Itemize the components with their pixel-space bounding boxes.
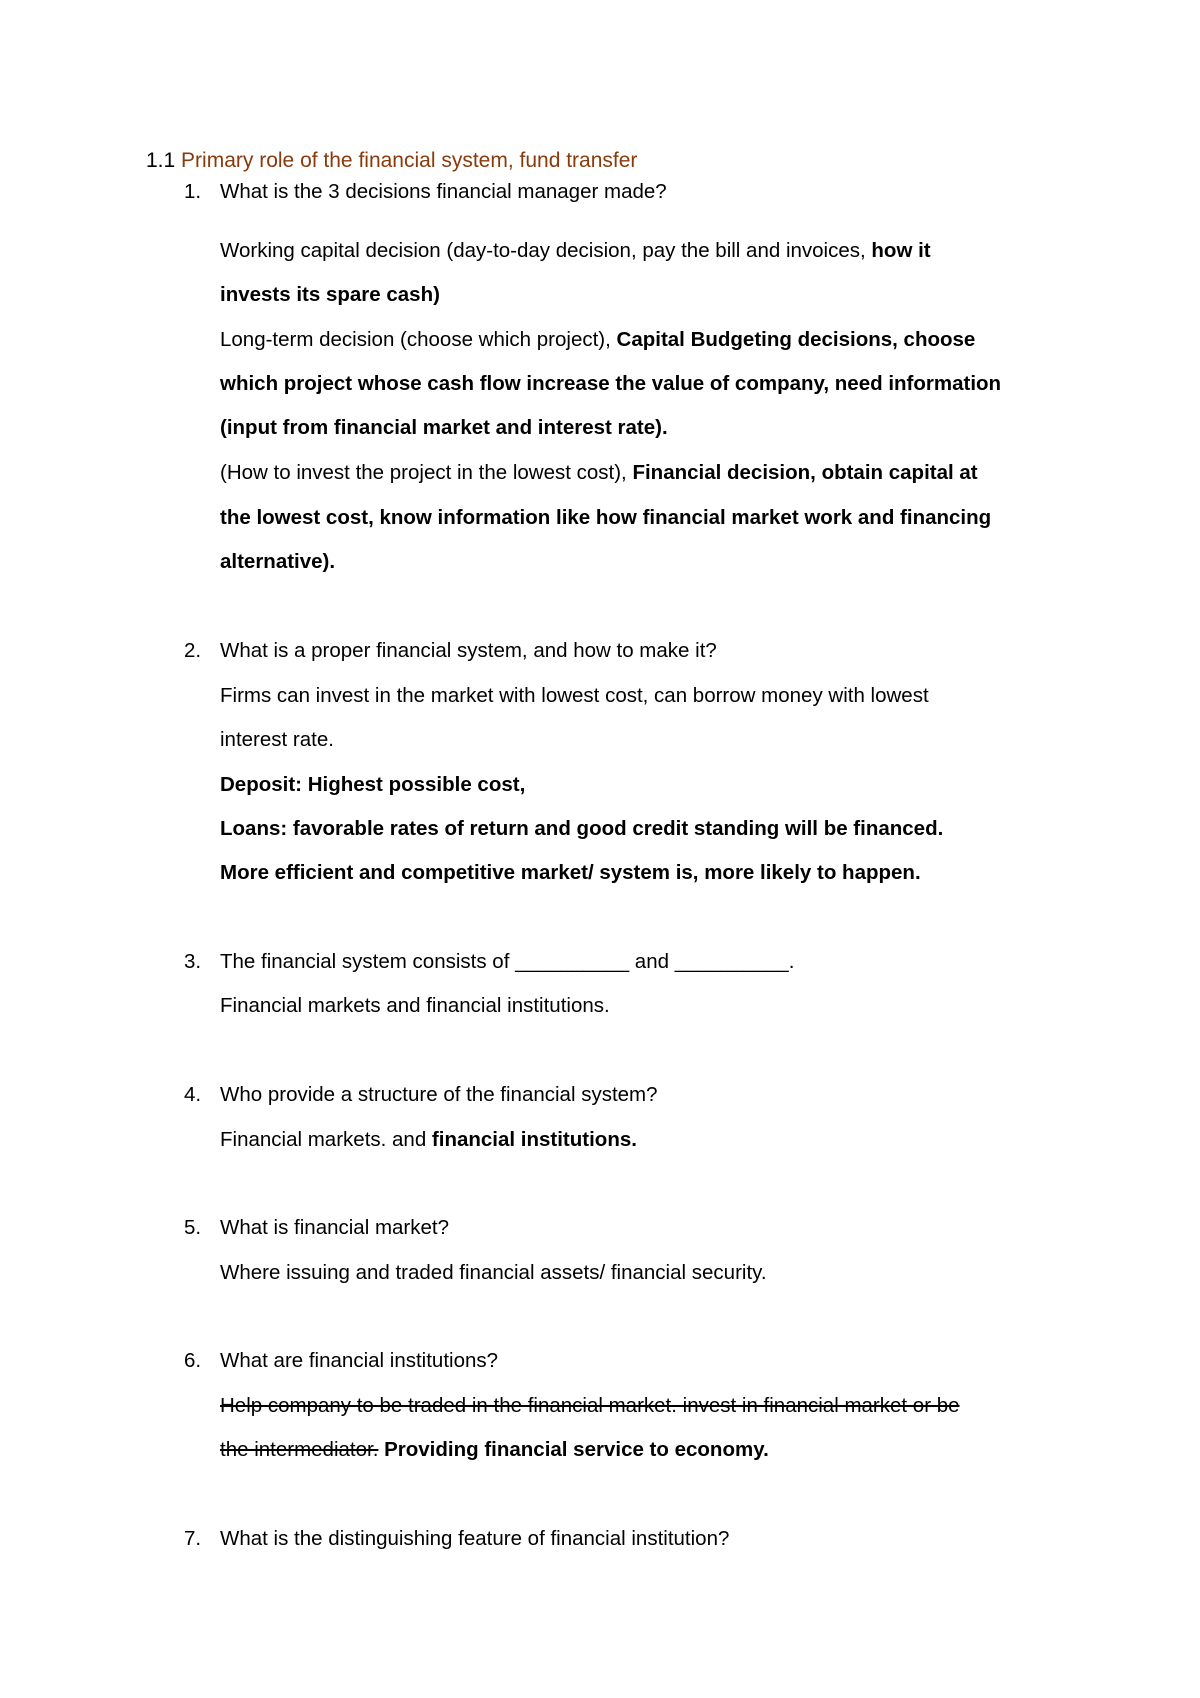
answer-line: Where issuing and traded financial assets/ financial security. (220, 1261, 767, 1284)
question-text: What is the 3 decisions financial manager made? (220, 180, 667, 203)
question-number: 2. (184, 639, 202, 662)
answer-line: alternative). (220, 550, 336, 573)
answer-line: Working capital decision (day-to-day decision, pay the bill and invoices, how it (220, 239, 931, 262)
answer-line: More efficient and competitive market/ system is, more likely to happen. (220, 861, 921, 884)
answer-line: Financial markets and financial institutions. (220, 994, 610, 1017)
question-text: What are financial institutions? (220, 1349, 499, 1372)
question-number: 3. (184, 950, 202, 973)
answer-line: Financial markets. and financial institutions. (220, 1128, 637, 1151)
struck-text: the intermediator. (220, 1438, 379, 1461)
section-heading (146, 147, 637, 175)
question-text: What is financial market? (220, 1216, 450, 1239)
answer-line: which project whose cash flow increase the value of company, need information (220, 372, 1002, 395)
answer-line: Deposit: Highest possible cost, (220, 773, 526, 796)
section-title: Primary role of the financial system, fund transfer (181, 149, 638, 172)
question-number: 4. (184, 1083, 202, 1106)
answer-line: Loans: favorable rates of return and good credit standing will be financed. (220, 817, 944, 840)
answer-line (220, 1392, 960, 1420)
answer-line: invests its spare cash) (220, 283, 440, 306)
question-number: 1. (184, 180, 202, 203)
answer-line: interest rate. (220, 728, 334, 751)
question-number: 7. (184, 1527, 202, 1550)
question-number: 5. (184, 1216, 202, 1239)
section-number: 1.1 (146, 149, 176, 172)
question-text: Who provide a structure of the financial system? (220, 1083, 658, 1106)
question-number: 6. (184, 1349, 202, 1372)
question-text: The financial system consists of __________ and __________. (220, 950, 795, 973)
answer-line: (How to invest the project in the lowest cost), Financial decision, obtain capital at (220, 461, 978, 484)
question-text: What is the distinguishing feature of financial institution? (220, 1527, 730, 1550)
answer-line: the lowest cost, know information like how financial market work and financing (220, 506, 992, 529)
answer-line: Firms can invest in the market with lowest cost, can borrow money with lowest (220, 684, 929, 707)
struck-text: Help company to be traded in the financial market. invest in financial market or be (220, 1394, 960, 1417)
answer-line: (input from financial market and interest rate). (220, 416, 668, 439)
question-text: What is a proper financial system, and how to make it? (220, 639, 717, 662)
answer-line: Long-term decision (choose which project), Capital Budgeting decisions, choose (220, 328, 976, 351)
answer-line: the intermediator. Providing financial service to economy. (220, 1438, 769, 1461)
